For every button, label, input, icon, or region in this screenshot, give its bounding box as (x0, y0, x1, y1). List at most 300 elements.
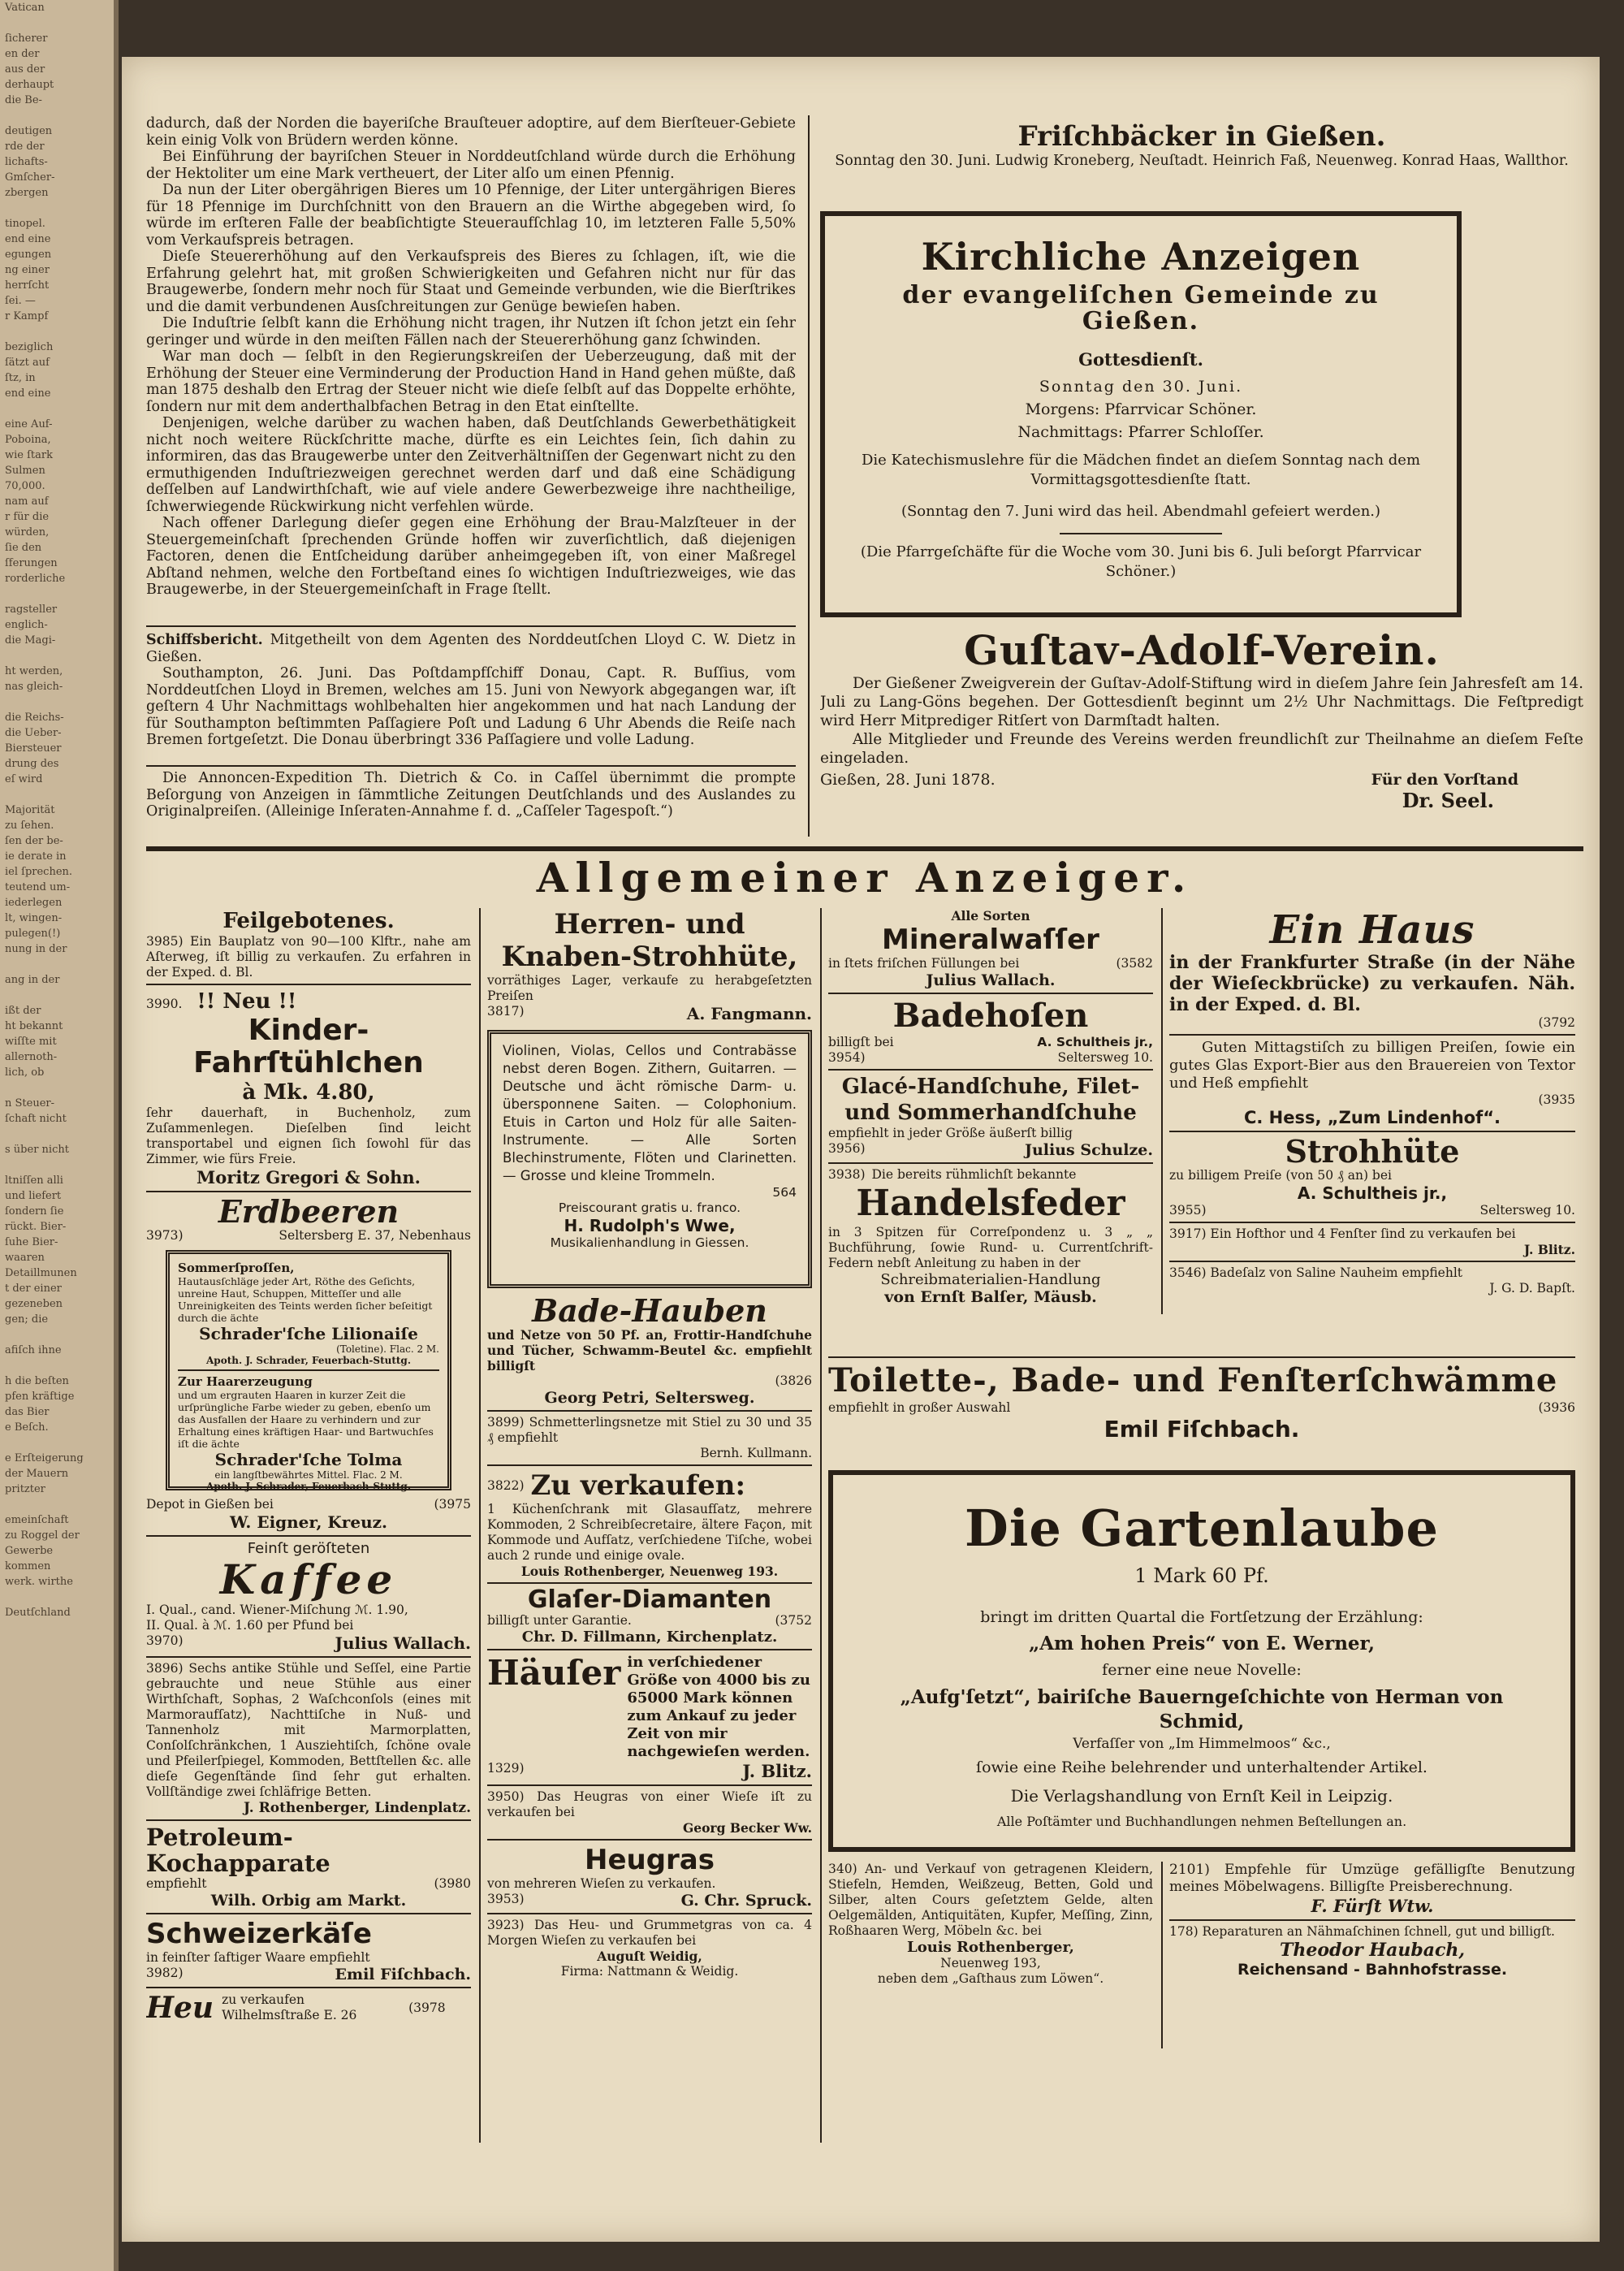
gutter-line (0, 1080, 114, 1096)
column-rule (479, 908, 481, 2143)
gutter-line: iel ſprechen. (5, 866, 73, 878)
gutter-line: r für die (5, 511, 50, 523)
haus-num: (3792 (1538, 1015, 1575, 1030)
gutter-line: zu Roggel der (5, 1529, 80, 1542)
schiff-title: Schiffsbericht. (146, 632, 263, 648)
garten-price: 1 Mark 60 Pf. (1134, 1564, 1269, 1587)
erd-num: 3973) (146, 1228, 184, 1243)
mineral-text: in ſtets friſchen Füllungen bei (828, 956, 1020, 971)
kaese-text: in feinſter ſaftiger Waare empfiehlt (146, 1950, 370, 1965)
article-paragraph: Denjenigen, welche darüber zu wachen haben, daß Deutſchlands Gewerbethätigkeit nicht noch weitere Rückſchritte mache, dürfte es ein Leichtes ſein, ſich dahin zu informiren, das das Braugewerbe unter den Zeitverhältniſſen der Gegenwart nicht zu den ermuthigenden Induſtriezweigen gerechnet werden darf und daß eine Schädigung deſſelben auf Landwirthſchaft, wie auf viele andere Gewerbezweige ihre nachtheilige, ſchwerwiegende Rückwirkung nicht verfehlen würde. (146, 415, 796, 515)
neu-label: !! Neu !! (197, 989, 297, 1014)
erd-addr: Seltersberg E. 37, Nebenhaus (279, 1228, 471, 1243)
glaser-text: billigſt unter Garantie. (487, 1613, 632, 1628)
section-divider (146, 846, 1583, 851)
badehosen-title: Badehoſen (892, 997, 1089, 1035)
gutter-line: ht werden, (5, 665, 63, 677)
depot-num: (3975 (434, 1497, 471, 1512)
kirch-katechis: Die Katechismuslehre für die Mädchen findet an dieſem Sonntag nach dem Vormittagsgottesdienſte ſtatt. (861, 452, 1421, 488)
gustav-text2: Alle Mitglieder und Freunde des Vereins werden freundlichſt zur Theilnahme an dieſem Feſte eingeladen. (820, 731, 1583, 767)
kirch-title: Kirchliche Anzeigen (921, 235, 1361, 279)
gutter-line: ſen der be- (5, 835, 63, 847)
gutter-line (0, 108, 114, 123)
petrol-sign: Wilh. Orbig am Markt. (210, 1892, 407, 1910)
gutter-line (0, 694, 114, 710)
gutter-line (0, 1327, 114, 1343)
violin-text: Violinen, Violas, Cellos und Contrabässe nebst deren Bogen. Zithern, Guitarren. — Deutsche und ächt römische Darm- u. übersponnene Saiten. — Colophonium. Etuis in Carton und Holz für alle Saiten-Instrumente. — Alle Sorten Blechinstrumente, Flöten und Clarinetten. — Grosse und kleine Trommeln. (503, 1043, 797, 1183)
kaffee-top: Feinſt geröſteten (247, 1540, 370, 1557)
annoncen-expedition (146, 770, 796, 835)
schmett-sign: Bernh. Kullmann. (700, 1446, 812, 1460)
gutter-line: Biersteuer (5, 742, 62, 755)
gutter-line (0, 201, 114, 216)
gartenlaube-ad (828, 1470, 1575, 1852)
garten-3: ferner eine neue Novelle: (1102, 1661, 1302, 1679)
gutter-line: gezeneben (5, 1298, 63, 1310)
gutter-line: h die beſten (5, 1375, 69, 1387)
haeuser-sign: J. Blitz. (742, 1761, 812, 1781)
gutter-line: das Bier (5, 1406, 50, 1418)
gutter-line: und liefert (5, 1190, 62, 1202)
gutter-line: rückt. Bier- (5, 1221, 67, 1233)
apoth2: Apoth. J. Schrader, Feuerbach-Stuttg. (206, 1481, 411, 1492)
gutter-line: lichafts- (5, 156, 48, 168)
gutter-line: derhaupt (5, 79, 54, 91)
gutter-line: beziglich (5, 341, 54, 353)
column-rule (820, 908, 822, 2143)
gutter-line: nung in der (5, 943, 67, 955)
garten-title: Die Gartenlaube (965, 1499, 1439, 1558)
umzuege-sign: F. Fürſt Wtw. (1311, 1896, 1434, 1916)
article-paragraph: Da nun der Liter obergährigen Bieres um 10 Pfennige, der Liter untergährigen Bieres für 18 Pfennige im Durchſchnitt von den Brauern an die Wirthe abgegeben wird, ſo würde im erſteren Falle der beabſichtigte Steueraufſchlag 10, im letzteren Falle 5,50% vom Verkaufspreis betragen. (146, 182, 796, 249)
kaese-title: Schweizerkäſe (146, 1918, 372, 1950)
erdbeeren-title: Erdbeeren (218, 1193, 400, 1230)
gutter-line (0, 957, 114, 972)
article-paragraph: dadurch, daß der Norden die bayeriſche Brauſteuer adoptire, auf dem Bierſteuer-Gebiete kein einig Volk von Brüdern werden könne. (146, 115, 796, 149)
glaser-num: (3752 (775, 1613, 812, 1628)
toilette-num: (3936 (1538, 1400, 1575, 1415)
frischbaecker (820, 120, 1583, 193)
kinder-title: Kinder-Fahrſtühlchen (193, 1014, 424, 1079)
gutter-line: ie derate in (5, 850, 67, 863)
haeuser-num: 1329) (487, 1761, 525, 1776)
gutter-line: ang in der (5, 974, 60, 986)
badesalz-text: 3546) Badeſalz von Saline Nauheim empfiehlt (1169, 1265, 1463, 1280)
gutter-line: en der (5, 48, 40, 60)
gustav-date: Gießen, 28. Juni 1878. (820, 771, 996, 789)
neu-num: 3990. (146, 997, 183, 1011)
gutter-line: pritzter (5, 1483, 45, 1495)
newspaper-page (122, 57, 1600, 2242)
article-paragraph: Nach offener Darlegung dieſer gegen eine Erhöhung der Brau-Malzſteuer in der Steuergemeinſchaft ſprechenden Gründe hoffen wir zuverſichtlich, daß diejenigen Factoren, denen die Entſcheidung darüber anheimgegeben iſt, von einer Maßregel Abſtand nehmen, welche den Fortbeſtand eines ſo wichtigen Induſtriezweiges, wie das Braugewerbe, in der Steuergemeinſchaft in Frage ſtellt. (146, 515, 796, 598)
gutter-line: end eine (5, 387, 51, 400)
verk-num: 3822) (487, 1477, 525, 1493)
herren-stroh-title: Herren- und Knaben-Strohhüte, (501, 908, 798, 973)
stroh-sign: A. Schultheis jr., (1297, 1183, 1448, 1203)
toilette-title: Toilette-, Bade- und Fenſterſchwämme (828, 1361, 1558, 1399)
herren-stroh-sign: A. Fangmann. (686, 1004, 812, 1023)
gutter-line: lich, ob (5, 1066, 45, 1079)
gutter-line: n Steuer- (5, 1097, 55, 1110)
handels-top: Die bereits rühmlichſt bekannte (871, 1167, 1077, 1182)
apoth1: Apoth. J. Schrader, Feuerbach-Stuttg. (206, 1355, 411, 1366)
mineral-title: Mineralwaſſer (882, 924, 1099, 956)
hoftor-text: 3917) Ein Hofthor und 4 Fenſter ſind zu verkaufen bei (1169, 1226, 1516, 1241)
glace-num: 3956) (828, 1141, 866, 1156)
gutter-line: Detaillmunen (5, 1267, 77, 1279)
heugras-text: von mehreren Wieſen zu verkaufen. (487, 1876, 716, 1891)
gutter-line: e Erſteigerung (5, 1452, 84, 1464)
gutter-line: Vatican (5, 2, 45, 14)
kaese-num: 3982) (146, 1966, 184, 1980)
glace-text: empfiehlt in jeder Größe äußerſt billig (828, 1126, 1073, 1140)
heugras1-text: 3950) Das Heugras von einer Wieſe iſt zu verkaufen bei (487, 1789, 812, 1819)
gutter-line: die Be- (5, 94, 42, 106)
gustav-title: Guſtav-Adolf-Verein. (964, 627, 1440, 674)
ankauf-sign: Louis Rothenberger, (907, 1939, 1074, 1956)
feil-title: Feilgebotenes. (222, 909, 395, 933)
garten-8: Alle Poſtämter und Buchhandlungen nehmen Beſtellungen an. (996, 1814, 1407, 1829)
kaffee-q1: I. Qual., cand. Wiener-Miſchung ℳ. 1.90, (146, 1603, 408, 1617)
gustav-fuer: Für den Vorſtand (1371, 771, 1518, 789)
kirch-nachmittags: Nachmittags: Pfarrer Schloſſer. (1017, 423, 1264, 441)
gutter-line: eine Auf- (5, 418, 53, 430)
stroh-num: 3955) (1169, 1203, 1207, 1218)
heugras-title: Heugras (584, 1844, 715, 1876)
gutter-line: emeinſchaft (5, 1514, 69, 1526)
rudolph-ad (487, 1030, 812, 1288)
gutter-line: egungen (5, 249, 52, 261)
gutter-line: end eine (5, 233, 51, 245)
grummet-firm: Firma: Nattmann & Weidig. (560, 1964, 739, 1979)
haus-text: in der Frankfurter Straße (in der Nähe der Wieſeckbrücke) zu verkaufen. Näh. in der Exped. d. Bl. (1169, 952, 1575, 1015)
gutter-line: Sulmen (5, 465, 45, 477)
toilette-ad (828, 1361, 1575, 1462)
heu-text: zu verkaufen Wilhelmsſtraße E. 26 (222, 1992, 357, 2022)
haeuser-title: Häuſer (487, 1653, 621, 1693)
bade-hauben-title: Bade-Hauben (532, 1292, 767, 1329)
violin-sub: Musikalienhandlung in Giessen. (550, 1235, 749, 1250)
stuehle-sign: J. Rothenberger, Lindenplatz. (244, 1800, 471, 1816)
facing-page-edge (0, 0, 119, 2271)
grummet-sign: Auguſt Weidig, (597, 1949, 702, 1964)
gutter-line: rde der (5, 141, 45, 153)
gutter-line (0, 1590, 114, 1605)
kaffee-sign: Julius Wallach. (335, 1633, 471, 1653)
gutter-line (0, 324, 114, 340)
article-paragraph: Die Induſtrie ſelbſt kann die Erhöhung nicht tragen, ihr Nutzen iſt ſchon jetzt ein ſehr geringer und würde in den meiſten Fällen nach der Steuererhöhung ganz ſchwinden. (146, 315, 796, 348)
verk-sign: Louis Rothenberger, Neuenweg 193. (520, 1564, 779, 1579)
article-paragraph: War man doch — ſelbſt in den Regierungskreiſen der Ueberzeugung, daß mit der Erhöhung der Steuer eine Verminderung der Production Hand in Hand gehen müßte, daß man 1875 deshalb den Ertrag der Steuer nicht wie dieſe ſelbſt auf das Doppelte erhöhte, ſondern nur mit dem anderthalbfachen Betrag in den Etat einſtellte. (146, 348, 796, 415)
kinder-price: à Mk. 4.80, (242, 1080, 375, 1105)
kinder-text: ſehr dauerhaft, in Buchenholz, zum Zuſammenlegen. Dieſelben ſind leicht transportabel und eignen ſich ſowohl für das Zimmer, wie fürs Freie. (146, 1105, 471, 1166)
haeuser-text: in verſchiedener Größe von 4000 bis zu 65000 Mark können zum Ankauf zu jeder Zeit von mir nachgewieſen werden. (627, 1654, 810, 1760)
kaese-sign: Emil Fiſchbach. (335, 1966, 471, 1983)
bh-num: 3954) (828, 1050, 866, 1065)
mineral-num: (3582 (1116, 956, 1153, 971)
schiff-body: Southampton, 26. Juni. Das Poſtdampfſchiff Donau, Capt. R. Buſſius, vom Norddeutſchen Lloyd in Bremen, welches am 15. Juni von Newyork abgegangen war, iſt geſtern 4 Uhr Nachmittags wohlbehalten hier angekommen und hat nach Landung der für Southampton beſtimmten Paſſagiere Poſt und Ladung 6 Uhr Abends die Reiſe nach Bremen fortgeſetzt. Die Donau überbringt 336 Paſſagiere und volle Ladung. (146, 665, 796, 748)
gutter-line: lt, wingen- (5, 912, 63, 924)
gutter-line: die Magi- (5, 634, 56, 647)
schrader2-title: Schrader'ſche Tolma (214, 1450, 403, 1469)
bade-hauben-num: (3826 (775, 1373, 812, 1388)
gutter-line: pfen kräftige (5, 1391, 75, 1403)
gutter-line: ißt der (5, 1005, 41, 1017)
kaffee-num: 3970) (146, 1633, 184, 1648)
handels-title: Handelsfeder (856, 1183, 1125, 1224)
kinder-sign: Moritz Gregori & Sohn. (197, 1167, 421, 1187)
handels-sub: Schreibmaterialien-Handlung (880, 1271, 1101, 1288)
gutter-line: 70,000. (5, 480, 45, 492)
gutter-line: e Beſch. (5, 1421, 49, 1434)
gutter-line: eſ wird (5, 773, 43, 785)
gutter-line (0, 648, 114, 664)
gutter-line (0, 401, 114, 417)
bh-addr: Seltersweg 10. (1057, 1050, 1153, 1065)
kirchliche-anzeigen (820, 211, 1462, 617)
bh-text: billigſt bei (828, 1035, 894, 1049)
divider (828, 1356, 1575, 1358)
haar-title: Zur Haarerzeugung (178, 1374, 313, 1389)
article-paragraph: Bei Einführung der bayriſchen Steuer in Norddeutſchland würde durch die Erhöhung der Hektoliter um eine Mark vertheuert, der Liter alſo um einen Pfennig. (146, 149, 796, 182)
gutter-line: ſondern ſie (5, 1205, 64, 1218)
gutter-line: ſchaft nicht (5, 1113, 67, 1125)
ankauf-text: 340) An- und Verkauf von getragenen Kleidern, Stiefeln, Hemden, Weißzeug, Betten, Gold und Silber, alten Cours geſetztem Gelde, alten Oelgemälden, Antiquitäten, Kupfer, Meſſing, Zinn, Roßhaaren Werg, Möbeln &c. bei (828, 1862, 1153, 1938)
glace-title: Glacé-Handſchuhe, Filet- und Sommerhandſchuhe (841, 1075, 1140, 1125)
eigner-sign: W. Eigner, Kreuz. (230, 1512, 387, 1532)
mittag-num: (3935 (1538, 1092, 1575, 1107)
gutter-line: rorderliche (5, 573, 66, 585)
garten-1: bringt im dritten Quartal die Fortſetzung der Erzählung: (980, 1608, 1423, 1626)
gutter-line (0, 586, 114, 602)
gutter-line (0, 787, 114, 802)
gutter-line: ſei. — (5, 295, 36, 307)
bh-sign: A. Schultheis jr., (1037, 1035, 1153, 1049)
kirch-morgens: Morgens: Pfarrvicar Schöner. (1025, 400, 1257, 418)
garten-5: Verfaſſer von „Im Himmelmoos“ &c., (1073, 1736, 1331, 1752)
frisch-title: Friſchbäcker in Gießen. (1017, 120, 1386, 153)
umzuege-ad (1169, 1862, 1575, 2057)
petrol-text: empfiehlt (146, 1876, 207, 1891)
garten-7: Die Verlagshandlung von Ernſt Keil in Leipzig. (1010, 1786, 1393, 1806)
bade-hauben-sign: Georg Petri, Seltersweg. (544, 1389, 755, 1407)
gutter-line: t der einer (5, 1283, 62, 1295)
ad-column-1 (146, 908, 471, 2143)
gutter-line: drung des (5, 758, 59, 770)
stuehle-text: 3896) Sechs antike Stühle und Seſſel, eine Partie gebrauchte und neue Stühle aus einer Wirthſchaft, Sophas, 2 Waſchconſols (eines mit Marmoraufſatz), Nachttiſche in Nuß- und Tannenholz mit Marmorplatten, Conſolſchränkchen, 1 Ausziehtiſch, ſchöne ovale und Pfeilerſpiegel, Kommoden, Bettſtellen &c. alle dieſe Gegenſtände ſind ſehr gut erhalten. Vollſtändige zwei ſchläfrige Betten. (146, 1661, 471, 1799)
gutter-line: die Ueber- (5, 727, 62, 739)
gutter-line: Gmſcher- (5, 171, 55, 184)
haus-title: Ein Haus (1269, 908, 1475, 953)
column-rule (1161, 908, 1163, 1314)
gutter-line: Poboina, (5, 434, 51, 446)
glaser-sign: Chr. D. Fillmann, Kirchenplatz. (521, 1629, 778, 1646)
haar-text: und um ergrauten Haaren in kurzer Zeit die urſprüngliche Farbe wieder zu geben, ebenſo um das Ausfallen der Haare zu verhindern und zur Erhaltung eines kräftigen Haar- und Bartwuchſes iſt die ächte (178, 1389, 434, 1450)
mineral-sign: Julius Wallach. (926, 971, 1056, 989)
gutter-line: r Kampf (5, 310, 49, 322)
gutter-line (0, 1358, 114, 1373)
garten-2: „Am hohen Preis“ von E. Werner, (1028, 1633, 1376, 1655)
gutter-line: kommen (5, 1560, 51, 1572)
naeh-addr: Reichensand - Bahnhofstrasse. (1237, 1961, 1508, 1979)
hoftor-sign: J. Blitz. (1523, 1242, 1575, 1257)
petrol-title: Petroleum-Kochapparate (146, 1823, 330, 1877)
article-paragraph: Dieſe Steuererhöhung auf den Verkaufspreis des Bieres zu ſchlagen, iſt, wie die Erfahrung gelehrt hat, mit großen Schwierigkeiten und Gefahren nicht nur für das Braugewerbe, ſondern mehr noch für Staat und Gemeinde verbunden, wie die Bierſtrikes und die damit verbundenen Ausſchreitungen zur Genüge bewieſen haben. (146, 249, 796, 315)
schmett-text: 3899) Schmetterlingsnetze mit Stiel zu 30 und 35 ₰ empfiehlt (487, 1415, 812, 1445)
herren-stroh-num: 3817) (487, 1004, 525, 1019)
gutter-line (0, 1497, 114, 1512)
gutter-line: pulegen(!) (5, 928, 61, 940)
heugras-num: 3953) (487, 1892, 525, 1906)
gutter-line: deutigen (5, 125, 53, 137)
frisch-text: Sonntag den 30. Juni. Ludwig Kroneberg, Neuſtadt. Heinrich Faß, Neuenweg. Konrad Haas, Wallthor. (835, 153, 1569, 169)
somm-text: Hautausſchläge jeder Art, Röthe des Geſichts, unreine Haut, Schuppen, Mitteſſer und alle Unreinigkeiten des Teints werden ſicher beſeitigt durch die ächte (178, 1275, 433, 1324)
naeh-sign: Theodor Haubach, (1279, 1940, 1466, 1961)
gutter-line: ſicherer (5, 32, 48, 45)
gutter-line: herrſcht (5, 279, 50, 292)
heugras1-sign: Georg Becker Ww. (683, 1820, 812, 1836)
handels-sign: von Ernſt Balſer, Mäusb. (884, 1288, 1097, 1306)
garten-4: „Aufg'ſetzt“, bairiſche Bauerngeſchichte von Herman von Schmid, (900, 1686, 1504, 1732)
kirch-sonntag7: (Sonntag den 7. Juni wird das heil. Abendmahl gefeiert werden.) (901, 503, 1381, 520)
toilette-text: empfiehlt in großer Auswahl (828, 1400, 1011, 1415)
gutter-line: der Mauern (5, 1468, 69, 1480)
gutter-line: die Reichs- (5, 712, 64, 724)
gutter-line: englich- (5, 619, 48, 631)
handels-text: in 3 Spitzen für Correſpondenz u. 3 „ „ Buchführung, ſowie Rund- u. Currentſchrift-Federn nebſt Anleitung zu haben in der (828, 1225, 1153, 1270)
stroh-text: zu billigem Preiſe (von 50 ₰ an) bei (1169, 1168, 1392, 1183)
depot-text: Depot in Gießen bei (146, 1497, 274, 1512)
gutter-line: aus der (5, 63, 45, 76)
gutter-line: würden, (5, 526, 50, 539)
gutter-line: zbergen (5, 187, 49, 199)
glace-sign: Julius Schulze. (1025, 1141, 1153, 1159)
annoncen-text: Die Annoncen-Expedition Th. Dietrich & Co. in Caſſel übernimmt die prompte Beſorgung von Anzeigen in ſämmtliche Zeitungen Deutſchlands und des Auslandes zu Originalpreiſen. (Alleinige Inſeraten-Annahme f. d. „Caſſeler Tagespoſt.“) (146, 770, 796, 820)
schrader1-sub: (Toletine). Flac. 2 M. (336, 1343, 439, 1355)
feil-text: 3985) Ein Bauplatz von 90—100 Klftr., nahe am Aſterweg, iſt billig zu verkaufen. Zu erfahren in der Exped. d. Bl. (146, 934, 471, 980)
ankauf-ad (828, 1862, 1153, 2057)
column-rule (808, 115, 810, 837)
divider (146, 765, 796, 767)
gutter-line (0, 1157, 114, 1173)
gutter-line: Majorität (5, 804, 55, 816)
glaser-title: Glaſer-Diamanten (527, 1585, 772, 1614)
herren-stroh-text: vorräthiges Lager, verkaufe zu herabgeſetzten Preiſen (487, 973, 812, 1003)
kirch-subtitle: der evangeliſchen Gemeinde zu Gießen. (902, 281, 1380, 335)
petrol-num: (3980 (434, 1876, 471, 1891)
schrader1-title: Schrader'ſche Lilionaiſe (199, 1324, 418, 1343)
verk-text: 1 Küchenſchrank mit Glasaufſatz, mehrere Kommoden, 2 Schreibſecretaire, ältere Façon, mit Kommode und Aufſatz, verſchiedene Tiſche, wobei auch 2 runde und einige ovale. (487, 1502, 812, 1563)
gutter-line: wie ſtark (5, 449, 53, 461)
violin-num: 564 (772, 1185, 797, 1200)
ad-column-3 (828, 908, 1153, 1395)
gutter-line: nam auf (5, 495, 49, 508)
stroh-title: Strohhüte (1285, 1133, 1460, 1170)
gutter-line: zu ſehen. (5, 820, 54, 832)
article-continued (146, 115, 796, 676)
violin-sign: H. Rudolph's Wwe, (564, 1216, 736, 1235)
gutter-line: waaren (5, 1252, 45, 1264)
divider (1060, 533, 1222, 534)
gutter-line: iederlegen (5, 897, 63, 909)
kirch-date: Sonntag den 30. Juni. (1039, 378, 1243, 396)
mittag-sign: C. Hess, „Zum Lindenhof“. (1243, 1108, 1501, 1127)
bade-hauben-text: und Netze von 50 Pf. an, Frottir-Handſchuhe und Tücher, Schwamm-Beutel &c. empfiehlt billigſt (487, 1327, 812, 1373)
allg-title: Allgemeiner Anzeiger. (536, 854, 1194, 902)
gustav-sign: Dr. Seel. (1402, 789, 1494, 812)
schrader-ad (166, 1250, 451, 1490)
ad-column-4 (1169, 908, 1575, 1314)
gutter-line: ragsteller (5, 603, 58, 616)
schiff-intro: Mitgetheilt von dem Agenten des Norddeutſchen Lloyd C. W. Dietz in Gießen. (146, 632, 796, 665)
gutter-line: gen; die (5, 1313, 49, 1326)
schiffsbericht (146, 632, 796, 770)
gutter-line: ſätzt auf (5, 357, 50, 369)
mittag-text: Guten Mittagstiſch zu billigen Preiſen, ſowie ein gutes Glas Export-Bier aus den Brauereien von Textor und Heß empfiehlt (1169, 1039, 1575, 1092)
column-rule (1161, 1862, 1163, 2048)
allgemeiner-anzeiger-title (146, 854, 1583, 903)
divider (146, 625, 796, 627)
naeh-text: 178) Reparaturen an Nähmaſchinen ſchnell, gut und billigſt. (1169, 1924, 1555, 1939)
toilette-sign: Emil Fiſchbach. (1104, 1416, 1300, 1443)
kaffee-q2: II. Qual. à ℳ. 1.60 per Pfund bei (146, 1618, 354, 1633)
gutter-line: ltniſſen alli (5, 1174, 63, 1187)
mineral-top: Alle Sorten (951, 908, 1030, 924)
gustav-text: Der Gießener Zweigverein der Guſtav-Adolf-Stiftung wird in dieſem Jahre ſein Jahresfeſt am 14. Juli zu Lang-Göns begehen. Der Gottesdienſt beginnt um 2½ Uhr Nachmittags. Die Feſtpredigt wird Herr Mitprediger Ritſert von Darmſtadt halten. (820, 675, 1583, 729)
handels-num: 3938) (828, 1167, 866, 1182)
gutter-line: nas gleich- (5, 681, 63, 693)
gutter-line: werk. wirthe (5, 1576, 73, 1588)
kaffee-title: Kaffee (219, 1555, 398, 1603)
ad-column-2 (487, 908, 812, 2143)
kirch-pfarr: (Die Pfarrgeſchäfte für die Woche vom 30. Juni bis 6. Juli beſorgt Pfarrvicar Schöner.) (860, 543, 1422, 580)
gutter-line: Deutſchland (5, 1607, 71, 1619)
kirch-gottesdienst: Gottesdienſt. (1078, 349, 1203, 370)
gustav-adolf-verein (820, 627, 1583, 837)
gutter-line (0, 1127, 114, 1142)
gutter-line: ng einer (5, 264, 50, 276)
badesalz-sign: J. G. D. Bapſt. (1489, 1281, 1575, 1296)
gutter-line: Gewerbe (5, 1545, 54, 1557)
schrader2-sub: ein langſtbewährtes Mittel. Flac. 2 M. (214, 1469, 403, 1481)
gutter-line (0, 1435, 114, 1451)
gutter-line: s über nicht (5, 1144, 69, 1156)
gutter-line: ſie den (5, 542, 42, 554)
gutter-line (0, 15, 114, 31)
stroh-addr: Seltersweg 10. (1479, 1203, 1575, 1218)
gutter-line: ſferungen (5, 557, 58, 569)
ankauf-ref: neben dem „Gaſthaus zum Löwen“. (877, 1971, 1104, 1986)
gutter-line: tinopel. (5, 218, 45, 230)
gutter-line: wiſſte mit (5, 1036, 57, 1048)
gutter-line (0, 988, 114, 1003)
grummet-text: 3923) Das Heu- und Grummetgras von ca. 4 Morgen Wieſen zu verkaufen bei (487, 1918, 812, 1948)
heu-title: Heu (146, 1991, 214, 2025)
gutter-line: allernoth- (5, 1051, 58, 1063)
garten-6: ſowie eine Reihe belehrender und unterhaltender Artikel. (976, 1758, 1427, 1776)
gutter-line: afiſch ihne (5, 1344, 62, 1356)
gutter-line: ſtz, in (5, 372, 36, 384)
verk-title: Zu verkaufen: (530, 1469, 746, 1502)
somm-title: Sommerſproſſen, (178, 1261, 295, 1275)
gutter-line: ſuhe Bier- (5, 1236, 58, 1248)
violin-price: Preiscourant gratis u. franco. (558, 1200, 741, 1215)
heugras-sign: G. Chr. Spruck. (680, 1892, 812, 1910)
gutter-line: ht bekannt (5, 1020, 63, 1032)
gutter-line: teutend um- (5, 881, 71, 893)
umzuege-text: 2101) Empfehle für Umzüge gefälligſte Benutzung meines Möbelwagens. Billigſte Preisberechnung. (1169, 1862, 1575, 1895)
ankauf-addr: Neuenweg 193, (940, 1956, 1041, 1970)
